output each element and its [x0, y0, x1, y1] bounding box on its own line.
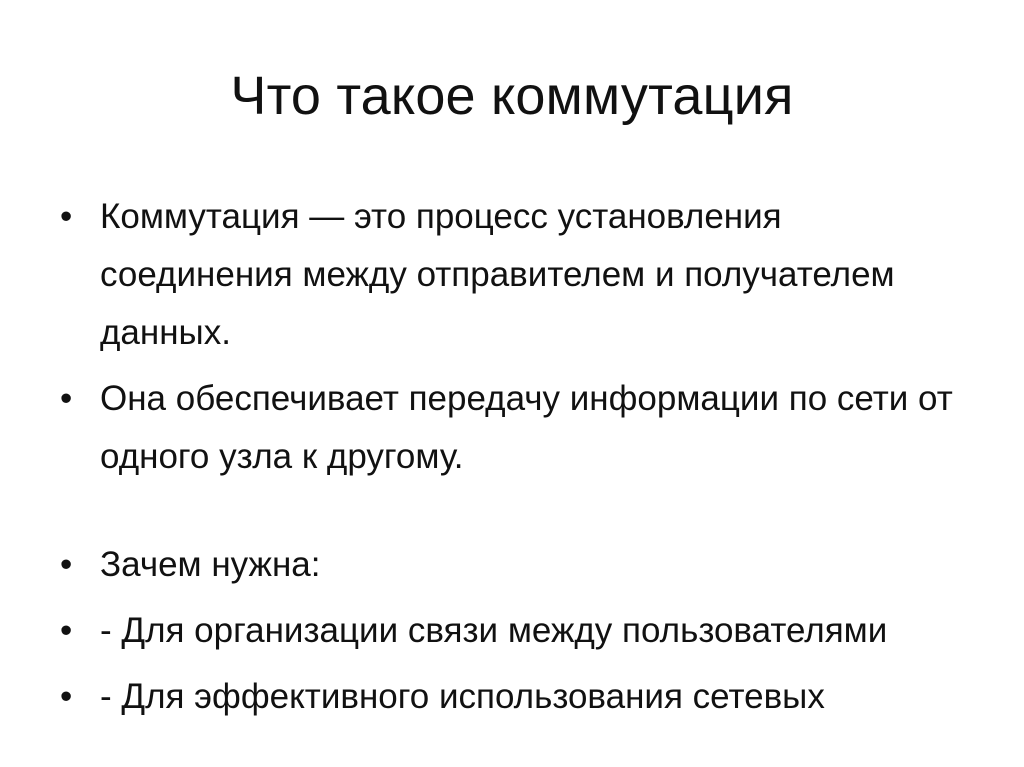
- bullet-text: Зачем нужна:: [100, 545, 321, 584]
- bullet-text: Коммутация — это процесс установления соединения между отправителем и получателем данных.: [100, 197, 895, 352]
- bullet-item: [60, 370, 960, 486]
- bullet-dot: •: [60, 545, 73, 584]
- bullet-item: [60, 188, 960, 362]
- bullet-dot: •: [60, 677, 73, 716]
- bullet-text: - Для эффективного использования сетевых: [100, 677, 825, 716]
- bullet-list: [60, 188, 960, 734]
- bullet-item: [60, 536, 960, 594]
- bullet-dot: •: [60, 611, 73, 650]
- bullet-dot: •: [60, 379, 73, 418]
- bullet-dot: •: [60, 197, 73, 236]
- bullet-item: [60, 668, 960, 726]
- bullet-item: [60, 602, 960, 660]
- slide-title: Что такое коммутация: [230, 66, 794, 126]
- bullet-text: Она обеспечивает передачу информации по сети от одного узла к другому.: [100, 379, 953, 476]
- bullet-text: - Для организации связи между пользователями: [100, 611, 888, 650]
